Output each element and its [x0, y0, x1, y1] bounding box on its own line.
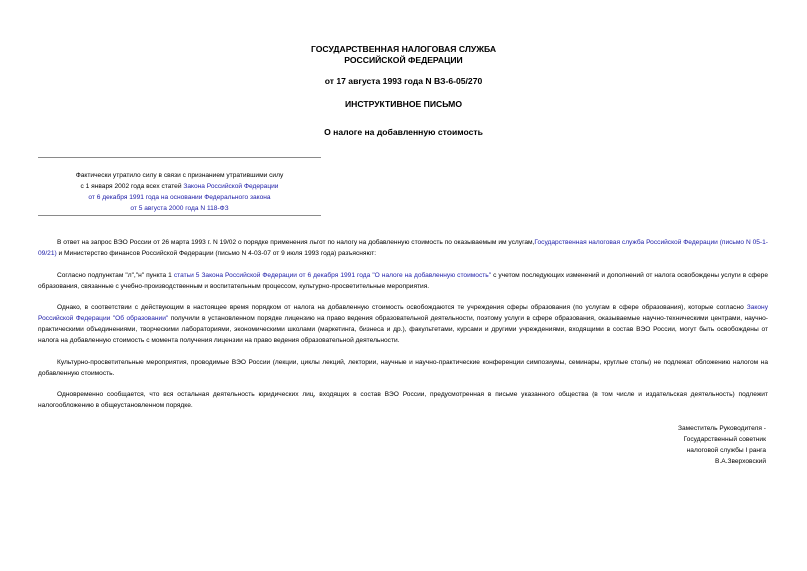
- signature-line-4: В.А.Зверховский: [715, 458, 766, 465]
- signature-line-3: налоговой службы I ранга: [686, 447, 766, 454]
- document-type: ИНСТРУКТИВНОЕ ПИСЬМО: [344, 99, 463, 109]
- issuer-line-1: ГОСУДАРСТВЕННАЯ НАЛОГОВАЯ СЛУЖБА: [310, 44, 497, 54]
- status-note-line-3: [38, 192, 321, 203]
- education-law-link[interactable]: Закону Российской Федерации "Об образовании": [38, 304, 768, 322]
- signature-block: [678, 423, 766, 467]
- divider-top: [38, 157, 321, 158]
- paragraph-2-text-b: с учетом последующих изменений и дополнений от налога освобождены услуги в сфере образования, связанные с учебно-производственным и воспитательным процессом, культурно-просветительные мероприятия.: [38, 271, 768, 290]
- federal-law-link[interactable]: от 5 августа 2000 года N 118-ФЗ: [130, 205, 229, 212]
- paragraph-3: [38, 302, 768, 346]
- paragraph-2: [38, 270, 768, 292]
- status-note-line-2-text: с 1 января 2002 года всех статей: [80, 183, 184, 190]
- status-note-line-2: [38, 181, 321, 192]
- paragraph-4: Культурно-просветительные мероприятия, проводимые ВЭО России (лекции, циклы лекций, лектории, научные и научно-практические конференции симпозиумы, семинары, круглые столы) не подлежат обложению налогом на добавленную стоимость.: [38, 358, 768, 377]
- status-note-line-4: [38, 203, 321, 214]
- vat-law-article-link[interactable]: статьи 5 Закона Российской Федерации от 6 декабря 1991 года "О налоге на добавленную стоимость": [173, 271, 492, 279]
- issuer-line-2: РОССИЙСКОЙ ФЕДЕРАЦИИ: [344, 55, 463, 65]
- paragraph-1-text-b: и Министерство финансов Российской Федерации (письмо N 4-03-07 от 9 июля 1993 года) разъясняют:: [56, 250, 377, 257]
- paragraph-3-text-a: Однако, в соответствии с действующим в настоящее время порядком от налога на добавленную стоимость освобождаются те учреждения сферы образования (по услугам в сфере образования), которые согласно: [57, 304, 747, 311]
- document-header: [0, 44, 807, 138]
- paragraph-3-text-b: получили в установленном порядке лицензию на право ведения образовательной деятельности, поэтому услуги в сфере образования, оказываемые научно-техническими центрами, научно-практическими объединениями, творческими лабораториями, экономическими школами (маркетинга, бизнеса и др.), факультетами, курсами и другими учреждениями, входящими в состав ВЭО России, могут быть освобождены от налога на добавленную стоимость с момента получения лицензии на право ведения образовательной деятельности.: [38, 315, 769, 344]
- paragraph-2-text-a: Согласно подпунктам "л","н" пункта 1: [57, 271, 174, 279]
- law-date-link[interactable]: от 6 декабря 1991 года на основании Федерального закона: [88, 194, 271, 201]
- signature-line-2: Государственный советник: [683, 436, 766, 443]
- law-link[interactable]: Закона Российской Федерации: [183, 183, 279, 190]
- status-note: [38, 170, 321, 214]
- status-note-line-1: Фактически утратило силу в связи с признанием утратившими силу: [75, 172, 284, 179]
- document-date-number: от 17 августа 1993 года N ВЗ-6-05/270: [324, 76, 483, 86]
- tax-service-letter-link[interactable]: Государственная налоговая служба Российской Федерации (письмо N 05-1-09/21): [38, 239, 768, 257]
- divider-bottom: [38, 215, 321, 216]
- paragraph-1-text-a: В ответ на запрос ВЭО России от 26 марта 1993 г. N 19/02 о порядке применения льгот по налогу на добавленную стоимость по оказываемым им услугам,: [57, 239, 535, 246]
- signature-line-1: Заместитель Руководителя -: [677, 425, 766, 432]
- document-body: [38, 237, 768, 422]
- paragraph-1: [38, 237, 768, 259]
- paragraph-5: Одновременно сообщается, что вся остальная деятельность юридических лиц, входящих в состав ВЭО России, предусмотренная в письме указанного общества (в том числе и издательская деятельность) подлежит налогообложению в общеустановленном порядке.: [38, 391, 768, 409]
- document-subject: О налоге на добавленную стоимость: [324, 127, 483, 137]
